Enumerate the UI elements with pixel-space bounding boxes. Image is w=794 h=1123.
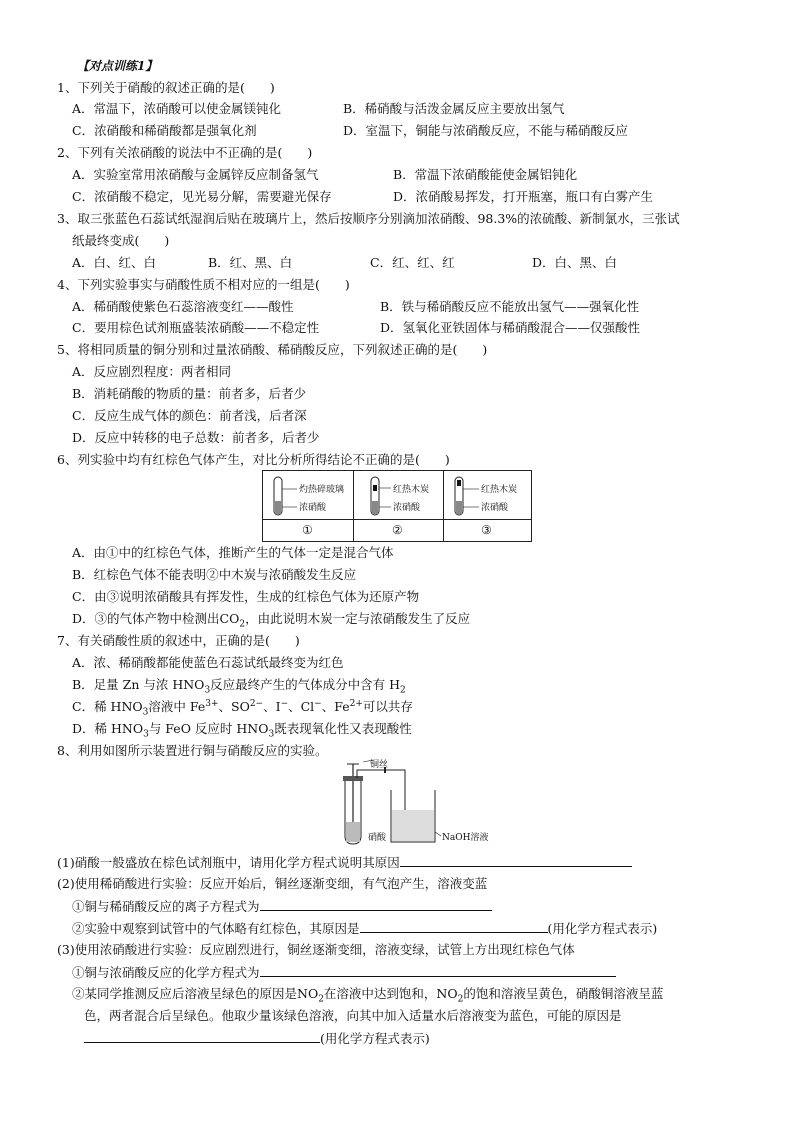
q3-option-a: A．白、红、白 — [72, 255, 157, 270]
q4-option-d: D．氢氧化亚铁固体与稀硝酸混合——仅强酸性 — [380, 320, 641, 335]
label-conc-nitric-1: 浓硝酸 — [299, 503, 327, 513]
q8-part-2: (2)使用稀硝酸进行实验：反应开始后，铜丝逐渐变细，有气泡产生，溶液变蓝 — [57, 876, 488, 891]
experiment-number-2: ② — [392, 523, 403, 537]
label-conc-nitric-2: 浓硝酸 — [393, 503, 421, 513]
q8-part-2a: ①铜与稀硝酸反应的离子方程式为 — [72, 898, 492, 915]
q8-part-1: (1)硝酸一般盛放在棕色试剂瓶中，请用化学方程式说明其原因 — [57, 854, 632, 871]
q8-part-3c: 色，两者混合后呈绿色。他取少量该绿色溶液，向其中加入适量水后溶液变为蓝色，可能的原因是 — [84, 1008, 622, 1023]
answer-blank-2b[interactable] — [360, 920, 548, 933]
q3-option-c: C．红、红、红 — [370, 255, 455, 270]
answer-blank-1[interactable] — [400, 854, 632, 867]
answer-blank-3a[interactable] — [260, 964, 616, 977]
experiment-figure-table — [262, 470, 532, 542]
q1-option-a: A．常温下，浓硝酸可以使金属镁钝化 — [72, 101, 282, 116]
question-2-stem: 2、下列有关浓硝酸的说法中不正确的是( ) — [57, 145, 313, 160]
question-5-stem: 5、将相同质量的铜分别和过量浓硝酸、稀硝酸反应，下列叙述正确的是( ) — [57, 342, 488, 357]
q3-option-d: D．白、黑、白 — [532, 255, 618, 270]
q5-option-d: D．反应中转移的电子总数：前者多，后者少 — [72, 430, 320, 445]
q2-option-a: A．实验室常用浓硝酸与金属锌反应制备氢气 — [72, 167, 319, 182]
question-3-stem-cont: 纸最终变成( ) — [72, 233, 170, 248]
question-1-stem: 1、下列关于硝酸的叙述正确的是( ) — [57, 80, 275, 95]
experiment-cell-3 — [443, 471, 531, 519]
q1-option-c: C．浓硝酸和稀硝酸都是强氧化剂 — [72, 123, 257, 138]
question-4-stem: 4、下列实验事实与硝酸性质不相对应的一组是( ) — [57, 277, 350, 292]
answer-blank-2a[interactable] — [260, 898, 492, 911]
experiment-number-3: ③ — [481, 523, 492, 537]
q8-part-2b: ②实验中观察到试管中的气体略有红棕色，其原因是 (用化学方程式表示) — [72, 921, 658, 936]
q8-part-3a: ①铜与浓硝酸反应的化学方程式为 — [72, 964, 616, 981]
q4-option-b: B．铁与稀硝酸反应不能放出氢气——强氧化性 — [380, 299, 640, 314]
section-title: 【对点训练1】 — [77, 59, 158, 73]
question-8-stem: 8、利用如图所示装置进行铜与硝酸反应的实验。 — [57, 743, 328, 758]
q1-option-d: D．室温下，铜能与浓硝酸反应，不能与稀硝酸反应 — [343, 123, 629, 138]
label-hot-charcoal-3: 红热木炭 — [481, 485, 518, 495]
experiment-cell-2 — [353, 471, 444, 519]
label-conc-nitric-3: 浓硝酸 — [481, 503, 509, 513]
question-6-stem: 6、列实验中均有红棕色气体产生，对比分析所得结论不正确的是( ) — [57, 452, 450, 467]
answer-blank-3b[interactable] — [84, 1030, 320, 1043]
experiment-number-row — [263, 519, 531, 542]
label-hot-glass: 灼热碎玻璃 — [299, 485, 345, 495]
q7-option-a: A．浓、稀硝酸都能使蓝色石蕊试纸最终变为红色 — [72, 655, 344, 670]
q4-option-c: C．要用棕色试剂瓶盛装浓硝酸——不稳定性 — [72, 320, 320, 335]
q2-option-b: B．常温下浓硝酸能使金属铝钝化 — [393, 167, 578, 182]
q4-option-a: A．稀硝酸使紫色石蕊溶液变红——酸性 — [72, 299, 294, 314]
label-copper-wire: 铜丝 — [370, 760, 389, 770]
q8-part-3: (3)使用浓硝酸进行实验：反应剧烈进行，铜丝逐渐变细，溶液变绿，试管上方出现红棕色气体 — [57, 942, 575, 957]
q6-option-a: A．由①中的红棕色气体，推断产生的气体一定是混合气体 — [72, 545, 394, 560]
q6-option-b: B．红棕色气体不能表明②中木炭与浓硝酸发生反应 — [72, 567, 357, 582]
question-3-stem: 3、取三张蓝色石蕊试纸湿润后贴在玻璃片上，然后按顺序分别滴加浓硝酸、98.3%的浓硫酸、新制氯水，三张试 — [57, 211, 680, 226]
experiment-number-1: ① — [302, 523, 313, 537]
label-hot-charcoal-2: 红热木炭 — [393, 485, 430, 495]
question-7-stem: 7、有关硝酸性质的叙述中，正确的是( ) — [57, 633, 300, 648]
q6-option-d: D．③的气体产物中检测出$CO_2$，由此说明木炭一定与浓硝酸发生了反应 — [72, 611, 471, 630]
experiment-cell-1 — [263, 471, 354, 519]
q8-part-3d: (用化学方程式表示) — [84, 1030, 430, 1047]
q1-option-b: B．稀硝酸与活泼金属反应主要放出氢气 — [343, 101, 565, 116]
q7-option-d: D．稀 $HNO_3$与 FeO 反应时 $HNO_3$既表现氧化性又表现酸性 — [72, 721, 412, 740]
label-naoh-solution: NaOH溶液 — [442, 833, 489, 843]
q2-option-c: C．浓硝酸不稳定，见光易分解，需要避光保存 — [72, 189, 332, 204]
q3-option-b: B．红、黑、白 — [208, 255, 293, 270]
q6-option-c: C．由③说明浓硝酸具有挥发性，生成的红棕色气体为还原产物 — [72, 589, 420, 604]
q5-option-a: A．反应剧烈程度：两者相同 — [72, 364, 232, 379]
q5-option-b: B．消耗硝酸的物质的量：前者多，后者少 — [72, 386, 307, 401]
q7-option-b: B．足量 Zn 与浓 $HNO_3$反应最终产生的气体成分中含有 $H_2$ — [72, 677, 406, 696]
q8-part-3b: ②某同学推测反应后溶液呈绿色的原因是$NO_2$在溶液中达到饱和，$NO_2$的饱和溶液呈黄色，硝酸铜溶液呈蓝 — [72, 986, 664, 1005]
q5-option-c: C．反应生成气体的颜色：前者浅，后者深 — [72, 408, 307, 423]
label-nitric-acid: 硝酸 — [368, 833, 387, 843]
q2-option-d: D．浓硝酸易挥发，打开瓶塞，瓶口有白雾产生 — [393, 189, 654, 204]
q7-option-c: C．稀 $HNO_3$溶液中 $Fe^{3+}$、$SO^{2-}$、I−、Cl−、$Fe^{2+}$可以共存 — [72, 698, 413, 718]
